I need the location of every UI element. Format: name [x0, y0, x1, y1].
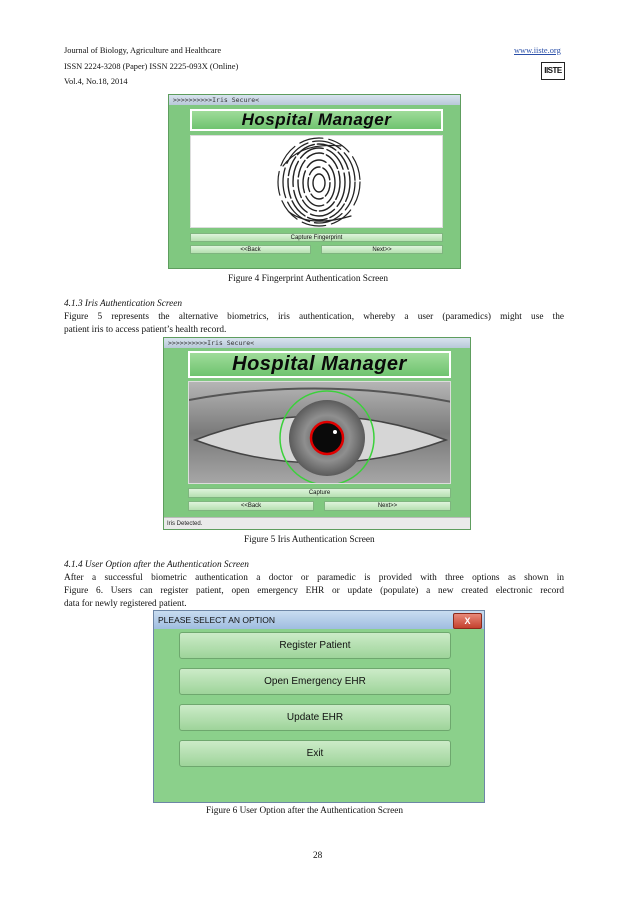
figure4-banner-title: Hospital Manager: [190, 109, 443, 131]
eye-icon: [189, 382, 451, 484]
section-4-1-4-heading: 4.1.4 User Option after the Authentication Screen: [64, 560, 249, 570]
next-button[interactable]: Next>>: [321, 245, 443, 254]
figure5-caption: Figure 5 Iris Authentication Screen: [244, 535, 375, 545]
section-4-1-3-paragraph: [64, 311, 564, 337]
close-button[interactable]: X: [453, 613, 482, 629]
section-4-1-4-paragraph: [64, 572, 564, 611]
paragraph-line: patient iris to access patient’s health record.: [64, 325, 227, 335]
journal-url-link[interactable]: www.iiste.org: [514, 46, 561, 55]
volume-line: Vol.4, No.18, 2014: [64, 77, 128, 86]
next-button[interactable]: Next>>: [324, 501, 451, 511]
dialog-body: [158, 631, 480, 799]
paragraph-line: data for newly registered patient.: [64, 599, 187, 609]
journal-name: Journal of Biology, Agriculture and Healthcare: [64, 46, 222, 55]
back-button[interactable]: <<Back: [188, 501, 314, 511]
register-patient-button[interactable]: Register Patient: [179, 632, 451, 659]
figure5-banner-title: Hospital Manager: [188, 351, 451, 378]
fingerprint-icon: [191, 136, 443, 228]
iris-status-label: Iris Detected.: [164, 517, 471, 530]
paragraph-line: Figure 5 represents the alternative biometrics, iris authentication, whereby a user (paramedics) might use the: [64, 312, 564, 322]
back-button[interactable]: <<Back: [190, 245, 311, 254]
iiste-logo: IISTE: [541, 62, 565, 80]
page-number: 28: [313, 851, 323, 861]
iris-image: [188, 381, 451, 484]
paragraph-line: After a successful biometric authentication a doctor or paramedic is provided with three options as shown in: [64, 573, 564, 583]
paragraph-line: Figure 6. Users can register patient, open emergency EHR or update (populate) a new created electronic record: [64, 586, 564, 596]
figure4-title-bar: >>>>>>>>>>Iris Secure<: [169, 95, 460, 105]
figure6-caption: Figure 6 User Option after the Authentication Screen: [206, 806, 403, 816]
figure4-caption: Figure 4 Fingerprint Authentication Screen: [228, 274, 389, 284]
exit-button[interactable]: Exit: [179, 740, 451, 767]
open-emergency-ehr-button[interactable]: Open Emergency EHR: [179, 668, 451, 695]
figure5-title-bar: >>>>>>>>>>Iris Secure<: [164, 338, 470, 348]
issn-line: ISSN 2224-3208 (Paper) ISSN 2225-093X (Online): [64, 62, 239, 71]
option-dialog: [153, 610, 485, 803]
figure5-app-window: [163, 337, 471, 530]
figure4-app-window: [168, 94, 461, 269]
update-ehr-button[interactable]: Update EHR: [179, 704, 451, 731]
capture-fingerprint-button[interactable]: Capture Fingerprint: [190, 233, 443, 242]
section-4-1-3-heading: 4.1.3 Iris Authentication Screen: [64, 299, 182, 309]
dialog-title: PLEASE SELECT AN OPTION: [154, 611, 484, 629]
fingerprint-image: [190, 135, 443, 228]
capture-button[interactable]: Capture: [188, 488, 451, 498]
